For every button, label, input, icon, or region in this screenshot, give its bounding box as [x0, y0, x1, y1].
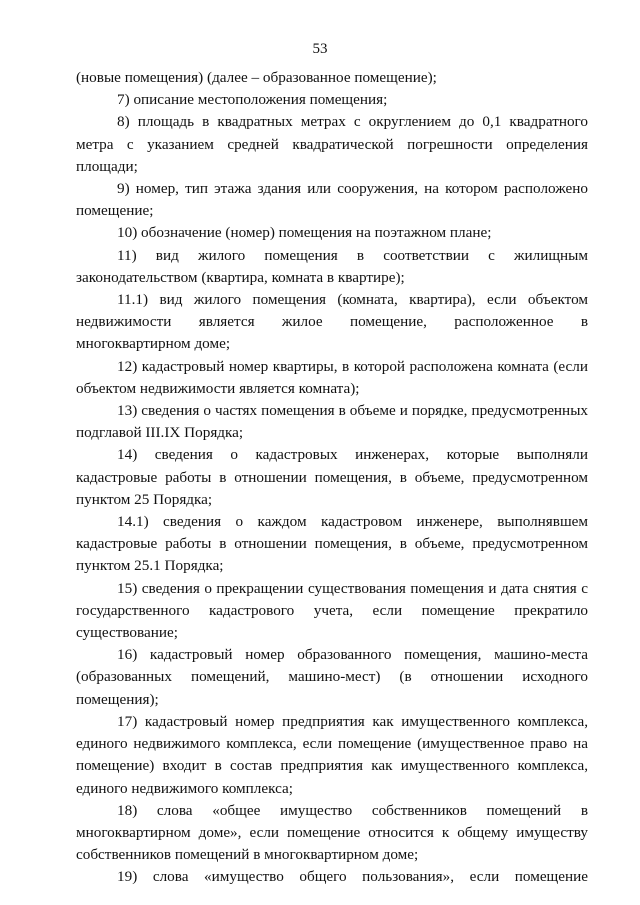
paragraph-item-15: 15) сведения о прекращении существования помещения и дата снятия с государственного кадастрового учета, если помещение прекратило существование;	[76, 579, 588, 642]
paragraph-item-13: 13) сведения о частях помещения в объеме и порядке, предусмотренных подглавой III.IX Порядка;	[76, 402, 588, 442]
paragraph-item-17: 17) кадастровый номер предприятия как имущественного комплекса, единого недвижимого комплекса, если помещение (имущественное право на помещение) входит в состав предприятия как имущественного комплекса, единого недвижимого комплекса;	[76, 712, 588, 797]
paragraph-item-14: 14) сведения о кадастровых инженерах, которые выполняли кадастровые работы в отношении помещения, в объеме, предусмотренном пунктом 25 Порядка;	[76, 446, 588, 508]
paragraph-item-19: 19) слова «имущество общего пользования», если помещение	[117, 868, 588, 886]
paragraph-item-11-1: 11.1) вид жилого помещения (комната, квартира), если объектом недвижимости является жилое помещение, расположенное в многоквартирном доме;	[76, 291, 588, 353]
document-body	[76, 67, 588, 889]
paragraph-item-11: 11) вид жилого помещения в соответствии с жилищным законодательством (квартира, комната в квартире);	[76, 246, 588, 286]
paragraph-item-16: 16) кадастровый номер образованного помещения, машино-места (образованных помещений, машино-мест) (в отношении исходного помещения);	[76, 646, 588, 708]
paragraph-item-8: 8) площадь в квадратных метрах с округлением до 0,1 квадратного метра с указанием средней квадратической погрешности определения площади;	[76, 113, 588, 175]
paragraph-item-14-1: 14.1) сведения о каждом кадастровом инженере, выполнявшем кадастровые работы в отношении помещения, в объеме, предусмотренном пунктом 25.1 Порядка;	[76, 513, 588, 575]
paragraph-item-10: 10) обозначение (номер) помещения на поэтажном плане;	[117, 224, 492, 242]
paragraph-item-9: 9) номер, тип этажа здания или сооружения, на котором расположено помещение;	[76, 180, 588, 220]
paragraph-continuation: (новые помещения) (далее – образованное помещение);	[76, 69, 437, 86]
paragraph-item-18: 18) слова «общее имущество собственников помещений в многоквартирном доме», если помещение относится к общему имуществу собственников помещений в многоквартирном доме;	[76, 801, 588, 864]
paragraph-item-7: 7) описание местоположения помещения;	[117, 91, 388, 109]
page-number: 53	[312, 41, 328, 57]
paragraph-item-12: 12) кадастровый номер квартиры, в которой расположена комната (если объектом недвижимости является комната);	[76, 357, 588, 397]
